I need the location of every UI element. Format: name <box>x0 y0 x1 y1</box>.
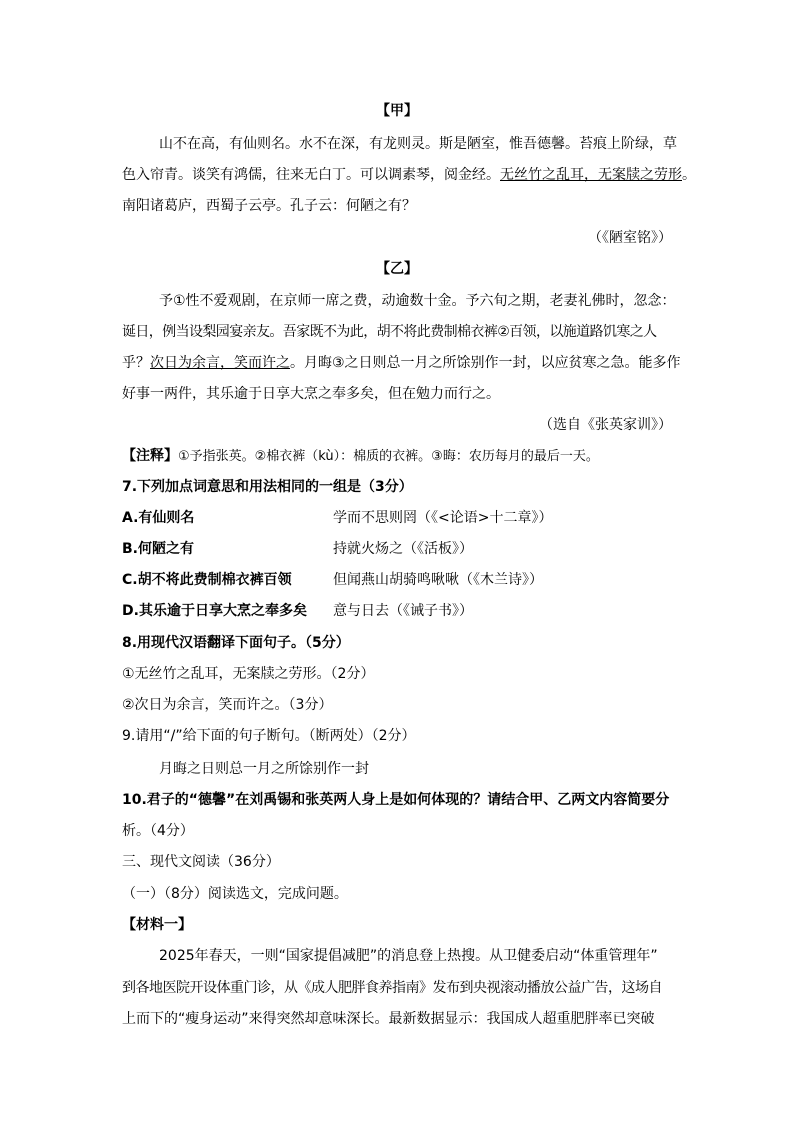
q7-option-b-right: 持就火炀之（《活板》） <box>333 541 473 557</box>
notes-text: ①予指张英。②棉衣裤（kù）：棉质的衣裤。③晦：农历每月的最后一天。 <box>178 449 599 464</box>
q7-option-a-left: A.有仙则名 <box>122 510 195 526</box>
question-8-stem: 8.用现代汉语翻译下面句子。（5分） <box>122 635 350 651</box>
q7-option-d-left: D.其乐逾于日享大烹之奉多矣 <box>122 603 307 619</box>
q8-sentence-2: ②次日为余言，笑而许之。（3分） <box>122 697 333 713</box>
yi-line-3-end: 。月晦③之日则总一月之所馀别作一封，以应贫寒之急。能多作 <box>290 355 681 371</box>
jia-line-1: 山不在高，有仙则名。水不在深，有龙则灵。斯是陋室，惟吾德馨。苔痕上阶绿，草 <box>159 136 677 152</box>
q7-option-b <box>122 539 682 559</box>
yi-heading: 【乙】 <box>376 261 418 277</box>
material-1-line-1: 2025年春天，一则“国家提倡减肥”的消息登上热搜。从卫健委启动“体重管理年” <box>159 948 658 964</box>
yi-source: （选自《张英家训》） <box>539 417 672 433</box>
jia-source: （《陋室铭》） <box>588 230 672 246</box>
question-10-line-1: 10.君子的“德馨”在刘禹锡和张英两人身上是如何体现的？请结合甲、乙两文内容简要分 <box>122 792 670 808</box>
jia-line-2-end: 。 <box>682 167 696 183</box>
question-7-stem: 7.下列加点词意思和用法相同的一组是（3分） <box>122 479 413 495</box>
jia-underlined-sentence: 无丝竹之乱耳，无案牍之劳形 <box>500 167 682 183</box>
material-1-heading: 【材料一】 <box>122 917 192 933</box>
jia-heading: 【甲】 <box>376 103 418 119</box>
q9-sentence: 月晦之日则总一月之所馀别作一封 <box>159 761 369 777</box>
yi-line-2: 诞日，例当设梨园宴亲友。吾家既不为此，胡不将此费制棉衣裤②百领，以施道路饥寒之人 <box>122 324 657 340</box>
jia-line-3: 南阳诸葛庐，西蜀子云亭。孔子云：何陋之有？ <box>122 198 416 214</box>
yi-line-4: 好事一两件，其乐逾于日享大烹之奉多矣，但在勉力而行之。 <box>122 386 500 402</box>
material-1-line-2: 到各地医院开设体重门诊，从《成人肥胖食养指南》发布到央视滚动播放公益广告，这场自 <box>122 980 662 996</box>
notes-label: 【注释】 <box>122 448 178 464</box>
yi-line-3 <box>122 353 681 373</box>
q7-option-c-left: C.胡不将此费制棉衣裤百领 <box>122 572 292 588</box>
yi-underlined-sentence: 次日为余言，笑而许之 <box>150 355 290 371</box>
q7-option-a <box>122 508 682 528</box>
notes <box>122 446 599 467</box>
material-1-line-3: 上而下的“瘦身运动”来得突然却意味深长。最新数据显示：我国成人超重肥胖率已突破 <box>122 1011 655 1027</box>
q7-option-b-left: B.何陋之有 <box>122 541 194 557</box>
q8-sentence-1: ①无丝竹之乱耳，无案牍之劳形。（2分） <box>122 666 375 682</box>
q7-option-a-right: 学而不思则罔（《<论语>十二章》） <box>333 510 553 526</box>
question-10-line-2: 析。（4分） <box>122 823 194 839</box>
q7-option-d <box>122 601 682 621</box>
question-9-stem: 9.请用“/”给下面的句子断句。（断两处）（2分） <box>122 728 416 744</box>
yi-line-1: 予①性不爱观剧，在京师一席之费，动逾数十金。予六旬之期，老妻礼佛时，忽念： <box>159 293 676 309</box>
q7-option-d-right: 意与日去（《诫子书》） <box>333 603 473 619</box>
section-3-subtitle: （一）（8分）阅读选文，完成问题。 <box>122 886 348 902</box>
q7-option-c <box>122 570 682 590</box>
jia-line-2 <box>122 165 696 185</box>
q7-option-c-right: 但闻燕山胡骑鸣啾啾（《木兰诗》） <box>333 572 543 588</box>
section-3-title: 三、现代文阅读（36分） <box>122 854 280 870</box>
yi-line-3-start: 乎？ <box>122 355 150 371</box>
jia-line-2-text: 色入帘青。谈笑有鸿儒，往来无白丁。可以调素琴，阅金经。 <box>122 167 500 183</box>
